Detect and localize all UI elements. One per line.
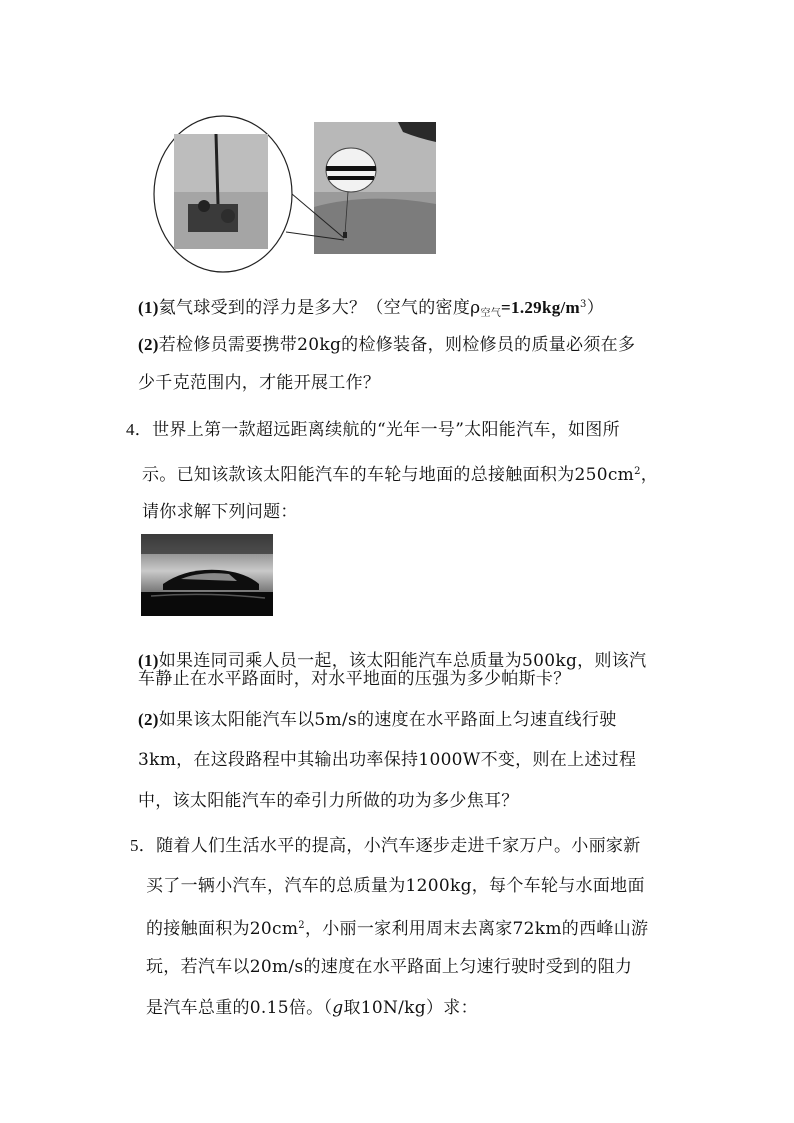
q3-sub1-text: 氦气球受到的浮力是多大？（空气的密度 — [158, 298, 471, 318]
q4-sub1-text1: 如果连同司乘人员一起，该太阳能汽车总质量为500kg，则该汽 — [158, 651, 647, 671]
solar-car-photo — [141, 534, 273, 616]
q4-sub2-label: (2) — [138, 710, 159, 729]
q4-line3: 请你求解下列问题： — [142, 502, 298, 522]
q3-sub1-label: (1) — [138, 298, 159, 317]
q4-text1: 世界上第一款超远距离续航的“光年一号”太阳能汽车，如图所 — [152, 420, 620, 440]
q3-sub1-close: ） — [586, 298, 605, 318]
q5-line2: 买了一辆小汽车，汽车的总质量为1200kg，每个车轮与水面地面 — [146, 876, 645, 896]
balloon-photo — [314, 122, 436, 254]
rho-subscript: 空气 — [480, 308, 502, 319]
balloon-inspection-figure — [148, 112, 438, 277]
q5-text5-end: 取10N/kg）求： — [343, 998, 478, 1018]
q4-text2-end: ， — [640, 465, 659, 485]
g-symbol: g — [332, 998, 344, 1018]
q5-text3-end: ，小丽一家利用周末去离家72km的西峰山游 — [304, 919, 649, 939]
q3-sub2-line2: 少千克范围内，才能开展工作？ — [138, 373, 381, 393]
area-exponent: 2 — [634, 466, 641, 477]
q4-sub2-line2: 3km，在这段路程中其输出功率保持1000W不变，则在上述过程 — [138, 750, 637, 770]
q3-sub2-text1: 若检修员需要携带20kg的检修装备，则检修员的质量必须在多 — [158, 335, 636, 355]
q4-sub1-label: (1) — [138, 651, 159, 670]
q5-line4: 玩，若汽车以20m/s的速度在水平路面上匀速行驶时受到的阻力 — [146, 957, 633, 977]
q4-sub2-line1 — [138, 708, 617, 732]
q5-number: 5． — [130, 836, 157, 855]
q4-sub2-text1: 如果该太阳能汽车以5m/s的速度在水平路面上匀速直线行驶 — [158, 710, 617, 730]
q4-sub2-line3: 中，该太阳能汽车的牵引力所做的功为多少焦耳？ — [138, 791, 519, 811]
q5-text1: 随着人们生活水平的提高，小汽车逐步走进千家万户。小丽家新 — [156, 836, 641, 856]
q4-line2 — [142, 460, 658, 487]
q3-sub1-line — [138, 293, 604, 326]
q5-area-exponent: 2 — [298, 920, 305, 931]
density-exponent: 3 — [580, 299, 587, 310]
q4-sub1-line2: 车静止在水平路面时，对水平地面的压强为多少帕斯卡？ — [138, 669, 571, 689]
q5-text3: 的接触面积为20cm — [146, 919, 299, 939]
rho-symbol: ρ — [470, 298, 481, 318]
q3-sub2-label: (2) — [138, 335, 159, 354]
q4-number: 4． — [126, 420, 153, 439]
q5-line1 — [130, 834, 641, 858]
q4-text2: 示。已知该款该太阳能汽车的车轮与地面的总接触面积为250cm — [142, 465, 635, 485]
q5-text5: 是汽车总重的0.15倍。（ — [146, 998, 333, 1018]
q5-line3 — [146, 914, 648, 941]
air-density-value: =1.29kg/m — [501, 298, 581, 317]
q3-sub2-line1 — [138, 333, 635, 357]
q5-line5 — [146, 996, 478, 1020]
q4-line1 — [126, 418, 620, 442]
